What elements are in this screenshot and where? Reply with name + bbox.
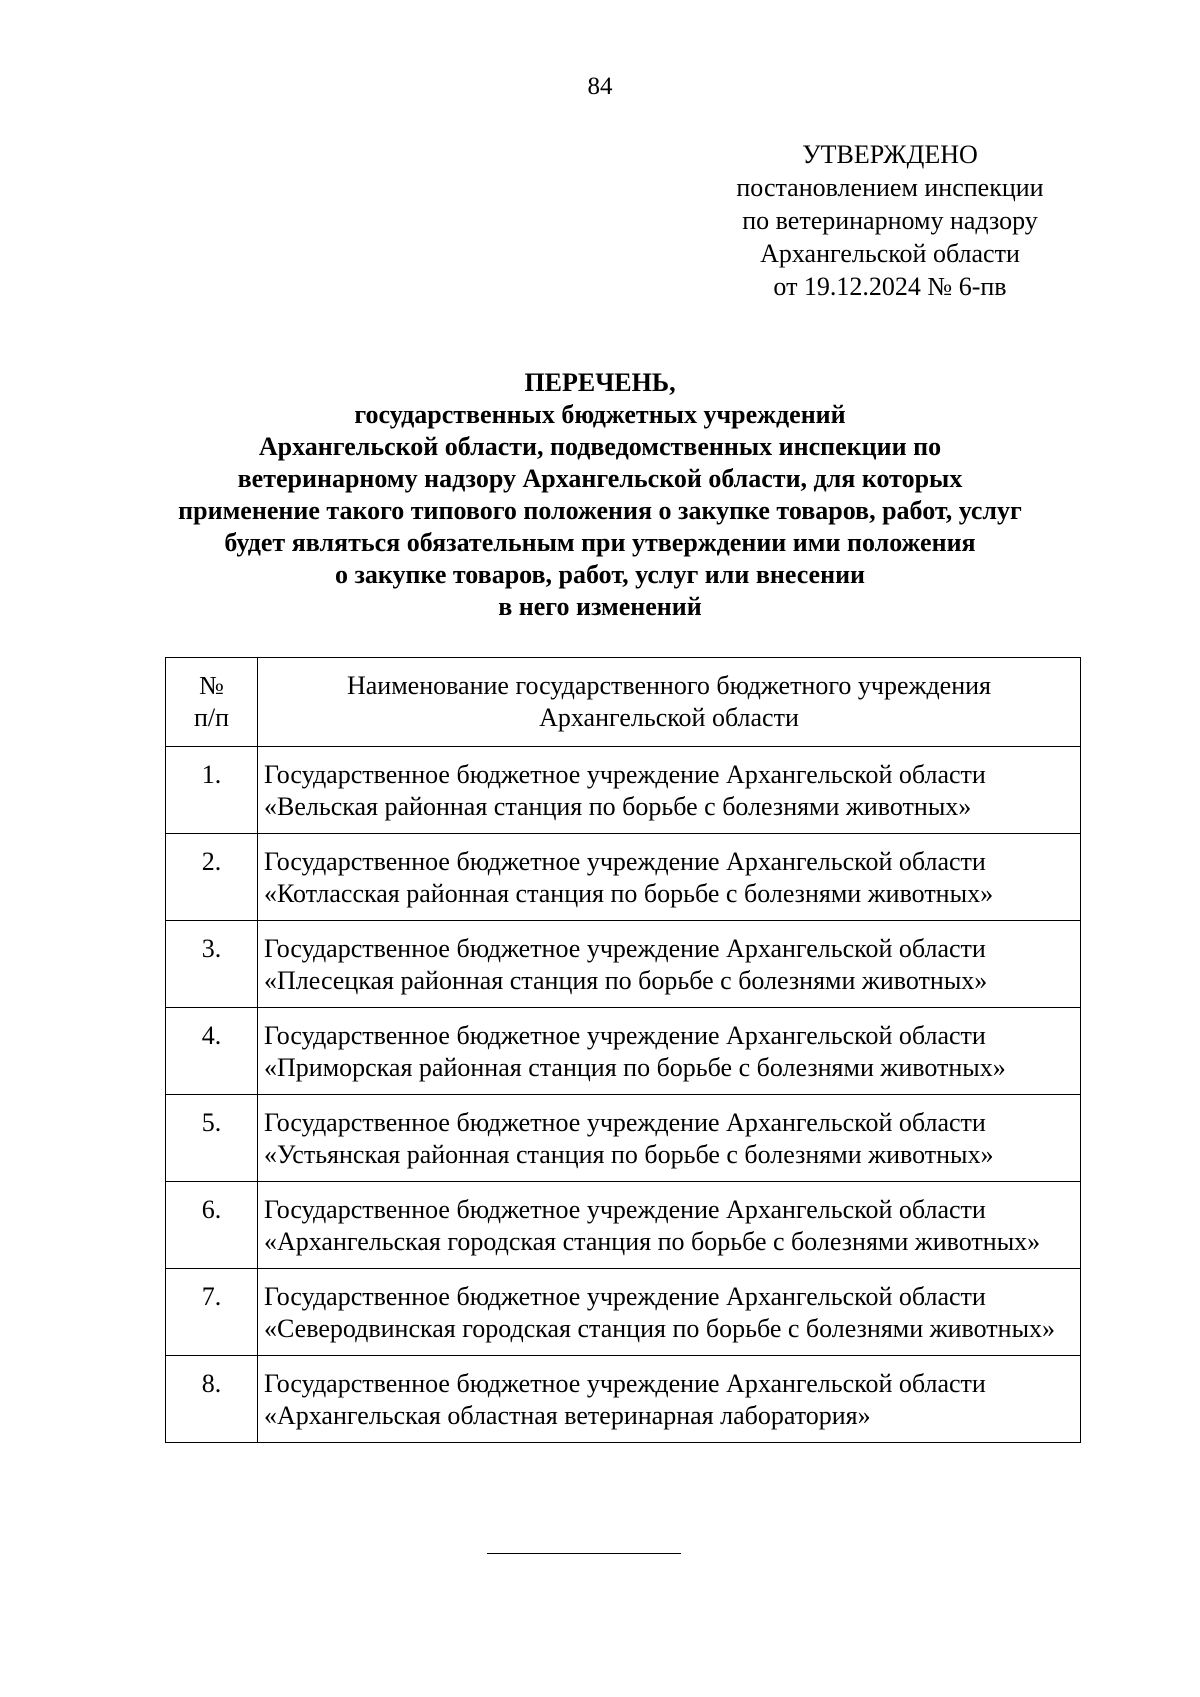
approval-line: УТВЕРЖДЕНО xyxy=(802,140,978,169)
table-row xyxy=(166,747,1081,834)
header-name-line: Архангельской области xyxy=(539,703,799,732)
table-row xyxy=(166,1269,1081,1356)
title-line: государственных бюджетных учреждений xyxy=(354,400,846,429)
institution-name: Государственное бюджетное учреждение Архангельской области «Устьянская районная станция по борьбе с болезнями животных» xyxy=(258,1095,1081,1182)
column-header-number xyxy=(166,658,258,747)
institution-name: Государственное бюджетное учреждение Архангельской области «Северодвинская городская станция по борьбе с болезнями животных» xyxy=(258,1269,1081,1356)
title-line: будет являться обязательным при утверждении ими положения xyxy=(224,528,976,557)
row-number: 3. xyxy=(166,921,258,1008)
title-line: ветеринарному надзору Архангельской области, для которых xyxy=(237,464,963,493)
document-title xyxy=(100,367,1100,623)
approval-line: Архангельской области xyxy=(760,239,1020,268)
approval-stamp xyxy=(700,138,1080,303)
row-number: 1. xyxy=(166,747,258,834)
row-number: 6. xyxy=(166,1182,258,1269)
approval-line: по ветеринарному надзору xyxy=(742,206,1038,235)
institution-name: Государственное бюджетное учреждение Архангельской области «Вельская районная станция по борьбе с болезнями животных» xyxy=(258,747,1081,834)
institution-name: Государственное бюджетное учреждение Архангельской области «Архангельская областная ветеринарная лаборатория» xyxy=(258,1356,1081,1443)
row-number: 5. xyxy=(166,1095,258,1182)
title-line: в него изменений xyxy=(498,592,702,621)
page-number: 84 xyxy=(587,73,613,100)
end-of-document-rule xyxy=(487,1553,681,1554)
approval-line: постановлением инспекции xyxy=(736,173,1044,202)
header-number-line: п/п xyxy=(193,703,230,732)
table-row xyxy=(166,1356,1081,1443)
table-row xyxy=(166,834,1081,921)
institution-name: Государственное бюджетное учреждение Архангельской области «Котласская районная станция по борьбе с болезнями животных» xyxy=(258,834,1081,921)
approval-line: от 19.12.2024 № 6-пв xyxy=(773,272,1007,301)
header-number-line: № xyxy=(199,671,224,700)
row-number: 2. xyxy=(166,834,258,921)
title-line: Архангельской области, подведомственных инспекции по xyxy=(258,432,942,461)
table-row xyxy=(166,1182,1081,1269)
row-number: 4. xyxy=(166,1008,258,1095)
table-row xyxy=(166,921,1081,1008)
header-name-line: Наименование государственного бюджетного учреждения xyxy=(346,671,992,700)
institution-name: Государственное бюджетное учреждение Архангельской области «Плесецкая районная станция по борьбе с болезнями животных» xyxy=(258,921,1081,1008)
institutions-table xyxy=(165,657,1081,1443)
table-header-row xyxy=(166,658,1081,747)
column-header-name xyxy=(258,658,1081,747)
row-number: 8. xyxy=(166,1356,258,1443)
title-line: ПЕРЕЧЕНЬ, xyxy=(524,368,676,397)
row-number: 7. xyxy=(166,1269,258,1356)
title-line: о закупке товаров, работ, услуг или внесении xyxy=(334,560,866,589)
table-row xyxy=(166,1095,1081,1182)
title-line: применение такого типового положения о закупке товаров, работ, услуг xyxy=(178,496,1022,525)
institution-name: Государственное бюджетное учреждение Архангельской области «Приморская районная станция по борьбе с болезнями животных» xyxy=(258,1008,1081,1095)
table-row xyxy=(166,1008,1081,1095)
institution-name: Государственное бюджетное учреждение Архангельской области «Архангельская городская станция по борьбе с болезнями животных» xyxy=(258,1182,1081,1269)
